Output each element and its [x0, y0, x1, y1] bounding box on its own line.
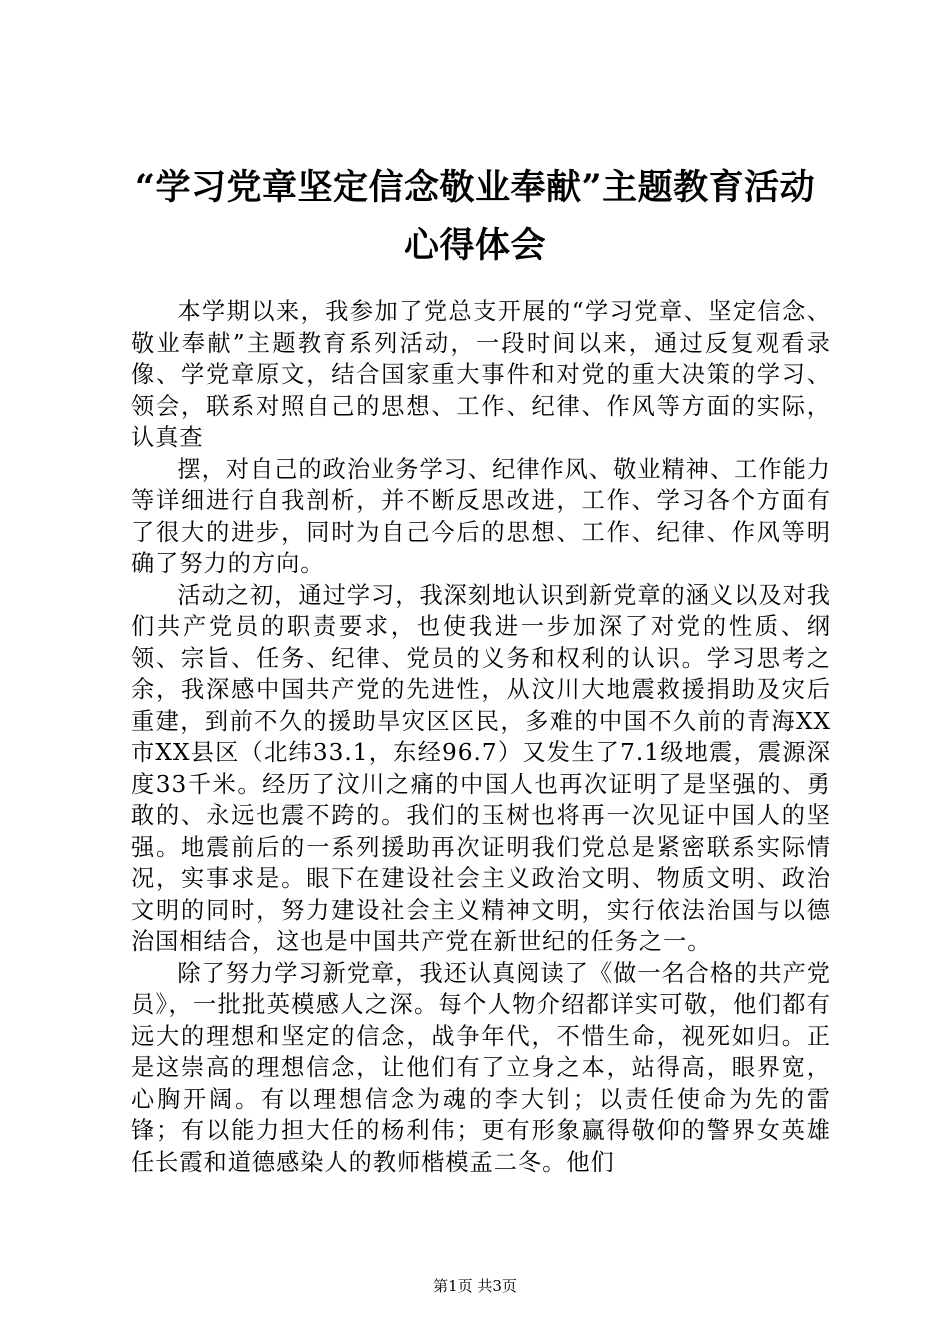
paragraph-4: 除了努力学习新党章，我还认真阅读了《做一名合格的共产党员》，一批批英模感人之深。每个人物介绍都详实可敬，他们都有远大的理想和坚定的信念，战争年代，不惜生命，视死如归。正是这崇高的理想信念，让他们有了立身之本，站得高，眼界宽，心胸开阔。有以理想信念为魂的李大钊；以责任使命为先的雷锋；有以能力担大任的杨利伟；更有形象赢得敬仰的警界女英雄任长霞和道德感染人的教师楷模孟二冬。他们 — [131, 959, 831, 1176]
page-footer: 第1页 共3页 — [433, 1277, 517, 1295]
document-title-line-1: “学习党章坚定信念敬业奉献”主题教育活动 — [134, 167, 816, 208]
paragraph-3: 活动之初，通过学习，我深刻地认识到新党章的涵义以及对我们共产党员的职责要求，也使我进一步加深了对党的性质、纲领、宗旨、任务、纪律、党员的义务和权利的认识。学习思考之余，我深感中国共产党的先进性，从汶川大地震救援捐助及灾后重建，到前不久的援助旱灾区区民，多难的中国不久前的青海XX市XX县区（北纬33.1，东经96.7）又发生了7.1级地震，震源深度33千米。经历了汶川之痛的中国人也再次证明了是坚强的、勇敢的、永远也震不跨的。我们的玉树也将再一次见证中国人的坚强。地震前后的一系列援助再次证明我们党总是紧密联系实际情况，实事求是。眼下在建设社会主义政治文明、物质文明、政治文明的同时，努力建设社会主义精神文明，实行依法治国与以德治国相结合，这也是中国共产党在新世纪的任务之一。 — [131, 581, 831, 955]
document-body — [131, 296, 831, 1178]
paragraph-1: 本学期以来，我参加了党总支开展的“学习党章、坚定信念、敬业奉献”主题教育系列活动，一段时间以来，通过反复观看录像、学党章原文，结合国家重大事件和对党的重大决策的学习、领会，联系对照自己的思想、工作、纪律、作风等方面的实际，认真查 — [131, 298, 831, 451]
document-title-line-2: 心得体会 — [403, 225, 546, 266]
paragraph-2: 摆，对自己的政治业务学习、纪律作风、敬业精神、工作能力等详细进行自我剖析，并不断反思改进，工作、学习各个方面有了很大的进步，同时为自己今后的思想、工作、纪律、作风等明确了努力的方向。 — [131, 455, 831, 577]
